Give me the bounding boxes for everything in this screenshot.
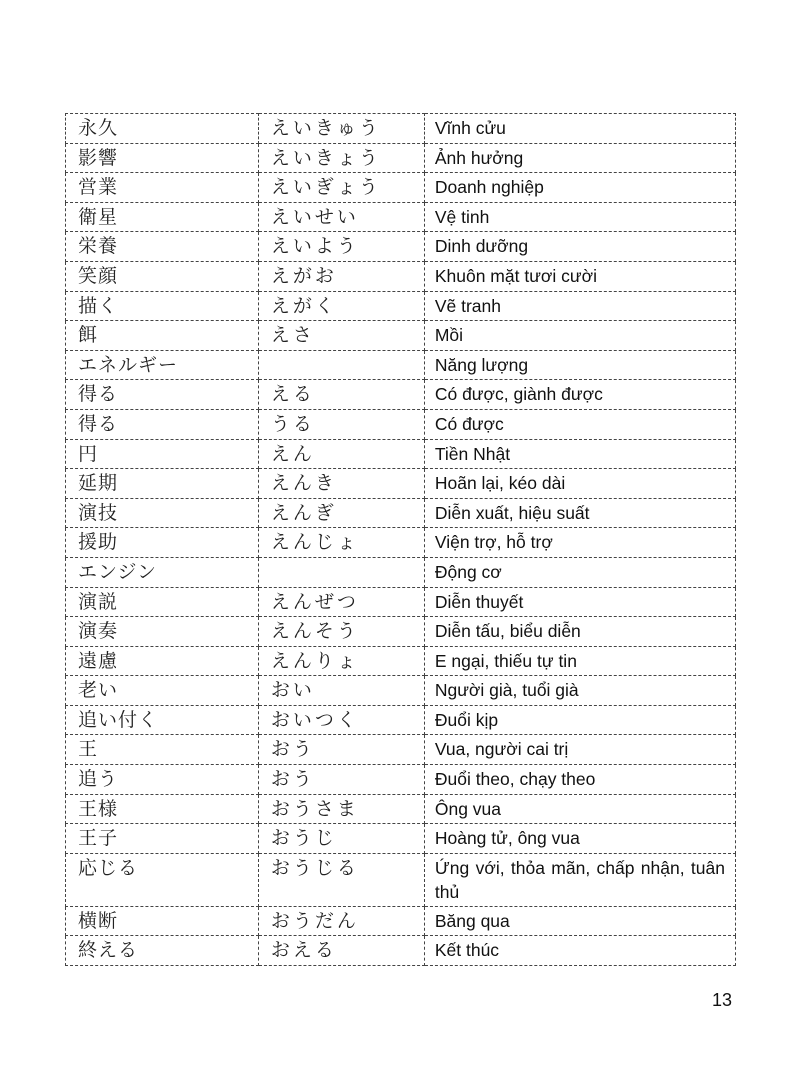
kana-cell: おう [258,765,424,795]
kanji-cell: 衛星 [66,202,259,232]
vocabulary-table [65,113,736,966]
kana-cell: おえる [258,936,424,966]
meaning-cell: Vua, người cai trị [424,735,735,765]
meaning-cell: Vĩnh cửu [424,114,735,144]
meaning-cell: Diễn tấu, biểu diễn [424,617,735,647]
kanji-cell: 延期 [66,469,259,499]
kanji-cell: 老い [66,676,259,706]
table-row [66,202,736,232]
kanji-cell: 演奏 [66,617,259,647]
kana-cell: えがく [258,291,424,321]
table-row [66,528,736,558]
table-row [66,617,736,647]
table-row [66,380,736,410]
meaning-cell: Động cơ [424,557,735,587]
kana-cell: えんき [258,469,424,499]
kana-cell: える [258,380,424,410]
kanji-cell: エンジン [66,557,259,587]
kana-cell: おいつく [258,705,424,735]
kana-cell: えいぎょう [258,173,424,203]
kana-cell: えいきょう [258,143,424,173]
kana-cell: えいきゅう [258,114,424,144]
meaning-cell: Đuổi kịp [424,705,735,735]
table-row [66,498,736,528]
table-row [66,794,736,824]
table-row [66,143,736,173]
table-row [66,261,736,291]
kana-cell: うる [258,409,424,439]
meaning-cell: Năng lượng [424,350,735,380]
meaning-cell: E ngại, thiếu tự tin [424,646,735,676]
kana-cell: おい [258,676,424,706]
table-row [66,321,736,351]
kanji-cell: 追う [66,765,259,795]
kana-cell [258,557,424,587]
kanji-cell: 影響 [66,143,259,173]
vocabulary-table-body [66,114,736,966]
meaning-cell: Đuổi theo, chạy theo [424,765,735,795]
table-row [66,439,736,469]
kanji-cell: 演技 [66,498,259,528]
kanji-cell: 追い付く [66,705,259,735]
kanji-cell: 餌 [66,321,259,351]
table-row [66,906,736,936]
table-row [66,936,736,966]
kana-cell: えがお [258,261,424,291]
meaning-cell: Hoàng tử, ông vua [424,824,735,854]
kana-cell: えんじょ [258,528,424,558]
meaning-cell: Kết thúc [424,936,735,966]
table-row [66,469,736,499]
kanji-cell: 王様 [66,794,259,824]
kana-cell: えさ [258,321,424,351]
meaning-cell: Viện trợ, hỗ trợ [424,528,735,558]
kanji-cell: 営業 [66,173,259,203]
kanji-cell: 描く [66,291,259,321]
meaning-cell: Mồi [424,321,735,351]
meaning-cell: Người già, tuổi già [424,676,735,706]
kana-cell: えいよう [258,232,424,262]
kana-cell [258,350,424,380]
kana-cell: えん [258,439,424,469]
kana-cell: えんりょ [258,646,424,676]
table-row [66,409,736,439]
kanji-cell: 王子 [66,824,259,854]
kana-cell: おうじる [258,853,424,906]
kanji-cell: 永久 [66,114,259,144]
kanji-cell: 援助 [66,528,259,558]
meaning-cell: Có được, giành được [424,380,735,410]
meaning-cell: Dinh dưỡng [424,232,735,262]
meaning-cell: Vệ tinh [424,202,735,232]
kana-cell: えんぜつ [258,587,424,617]
table-row [66,735,736,765]
kanji-cell: 遠慮 [66,646,259,676]
kana-cell: えいせい [258,202,424,232]
meaning-cell: Khuôn mặt tươi cười [424,261,735,291]
kana-cell: おうじ [258,824,424,854]
kana-cell: おう [258,735,424,765]
kanji-cell: 演説 [66,587,259,617]
meaning-cell: Có được [424,409,735,439]
meaning-cell: Băng qua [424,906,735,936]
table-row [66,114,736,144]
kanji-cell: 得る [66,380,259,410]
table-row [66,557,736,587]
table-row [66,676,736,706]
kana-cell: おうだん [258,906,424,936]
kanji-cell: 終える [66,936,259,966]
kanji-cell: 王 [66,735,259,765]
kanji-cell: 応じる [66,853,259,906]
meaning-cell: Hoãn lại, kéo dài [424,469,735,499]
table-row [66,824,736,854]
kanji-cell: 横断 [66,906,259,936]
meaning-cell: Ông vua [424,794,735,824]
kana-cell: おうさま [258,794,424,824]
meaning-cell: Diễn thuyết [424,587,735,617]
kanji-cell: 笑顔 [66,261,259,291]
table-row [66,587,736,617]
table-row [66,173,736,203]
meaning-cell: Diễn xuất, hiệu suất [424,498,735,528]
table-row [66,705,736,735]
kana-cell: えんぎ [258,498,424,528]
table-row [66,646,736,676]
meaning-cell: Vẽ tranh [424,291,735,321]
page-number: 13 [711,990,732,1010]
kana-cell: えんそう [258,617,424,647]
meaning-cell: Doanh nghiệp [424,173,735,203]
kanji-cell: 得る [66,409,259,439]
kanji-cell: 円 [66,439,259,469]
table-row [66,765,736,795]
table-row [66,853,736,906]
meaning-cell: Ảnh hưởng [424,143,735,173]
table-row [66,291,736,321]
table-row [66,232,736,262]
table-row [66,350,736,380]
kanji-cell: 栄養 [66,232,259,262]
meaning-cell: Tiền Nhật [424,439,735,469]
meaning-cell: Ứng với, thỏa mãn, chấp nhận, tuân thủ [424,853,735,906]
kanji-cell: エネルギー [66,350,259,380]
